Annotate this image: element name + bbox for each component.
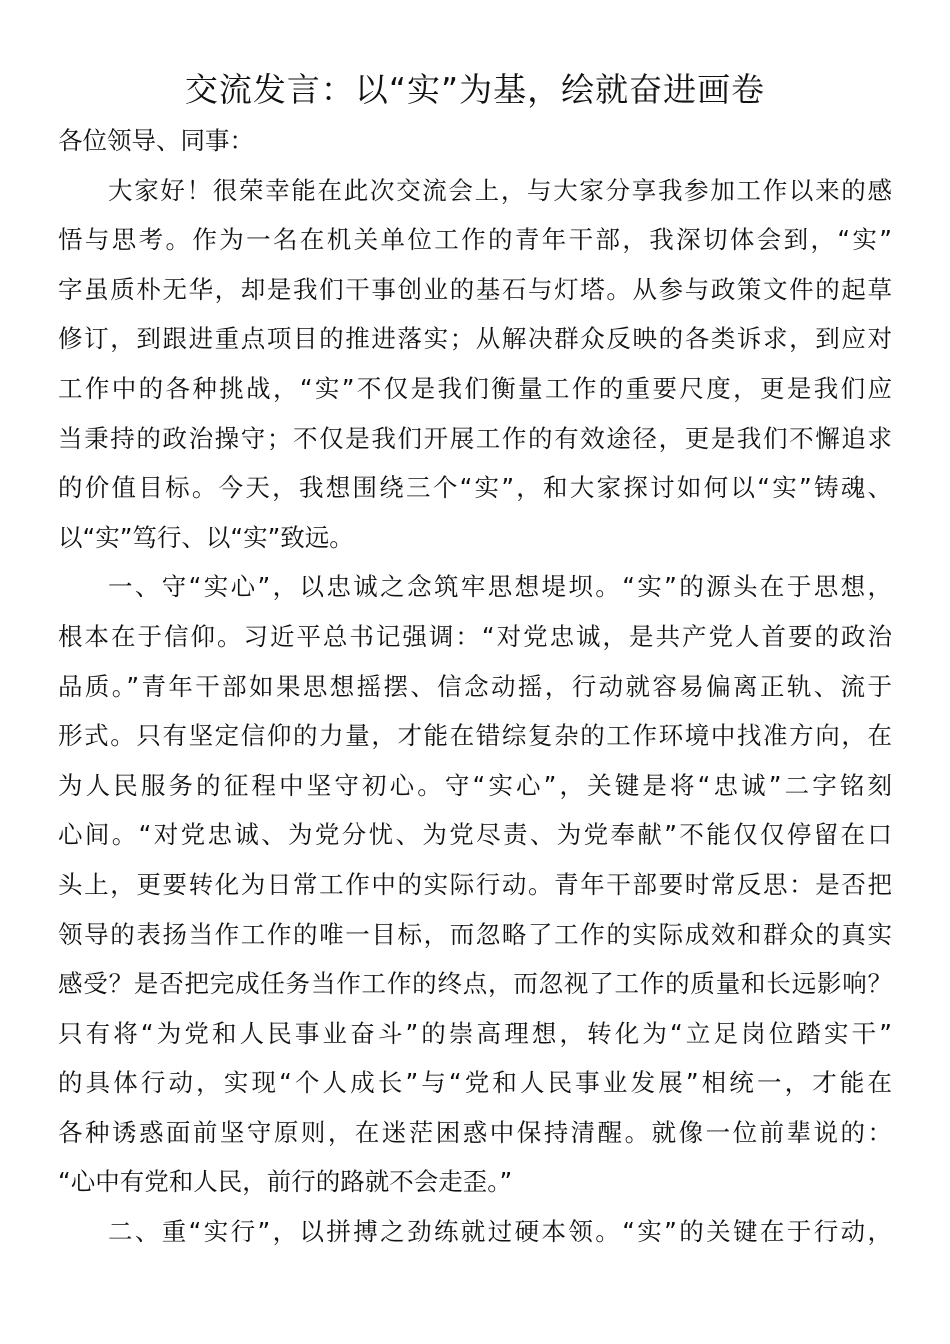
text-line: 根本在于信仰。习近平总书记强调：“对党忠诚，是共产党人首要的政治 [58, 621, 892, 651]
text-line: 各种诱惑面前坚守原则，在迷茫困惑中保持清醒。就像一位前辈说的： [58, 1117, 892, 1147]
paragraph [58, 166, 892, 563]
text-line: 领导的表扬当作工作的唯一目标，而忽略了工作的实际成效和群众的真实 [58, 919, 892, 949]
text-line: 一、守“实心”，以忠诚之念筑牢思想堤坝。“实”的源头在于思想， [108, 572, 892, 602]
paragraphs [58, 166, 892, 1257]
text-line: 心间。“对党忠诚、为党分忧、为党尽责、为党奉献”不能仅仅停留在口 [58, 820, 892, 850]
paragraph [58, 1207, 892, 1257]
text-line: 悟与思考。作为一名在机关单位工作的青年干部，我深切体会到，“实” [58, 225, 892, 255]
document-title: 交流发言：以“实”为基，绘就奋进画卷 [184, 70, 766, 109]
text-line: 二、重“实行”，以拼搏之劲练就过硬本领。“实”的关键在于行动， [108, 1217, 892, 1247]
text-line: 的价值目标。今天，我想围绕三个“实”，和大家探讨如何以“实”铸魂、 [58, 473, 892, 503]
text-line: 感受？是否把完成任务当作工作的终点，而忽视了工作的质量和长远影响？ [58, 969, 892, 999]
text-line: 工作中的各种挑战，“实”不仅是我们衡量工作的重要尺度，更是我们应 [58, 373, 892, 403]
text-line: 只有将“为党和人民事业奋斗”的崇高理想，转化为“立足岗位踏实干” [58, 1018, 892, 1048]
text-line: 以“实”笃行、以“实”致远。 [58, 522, 354, 552]
text-line: 为人民服务的征程中坚守初心。守“实心”，关键是将“忠诚”二字铭刻 [58, 770, 892, 800]
text-line: 大家好！很荣幸能在此次交流会上，与大家分享我参加工作以来的感 [108, 175, 892, 205]
text-line: 的具体行动，实现“个人成长”与“党和人民事业发展”相统一，才能在 [58, 1068, 892, 1098]
text-line: 头上，更要转化为日常工作中的实际行动。青年干部要时常反思：是否把 [58, 869, 892, 899]
text-line: 形式。只有坚定信仰的力量，才能在错综复杂的工作环境中找准方向，在 [58, 721, 892, 751]
text-line: 品质。”青年干部如果思想摇摆、信念动摇，行动就容易偏离正轨、流于 [58, 671, 892, 701]
document-body [58, 116, 892, 1257]
salutation: 各位领导、同事： [58, 126, 254, 155]
text-line: “心中有党和人民，前行的路就不会走歪。” [58, 1167, 513, 1197]
text-line: 字虽质朴无华，却是我们干事创业的基石与灯塔。从参与政策文件的起草 [58, 274, 892, 304]
text-line: 当秉持的政治操守；不仅是我们开展工作的有效途径，更是我们不懈追求 [58, 423, 892, 453]
text-line: 修订，到跟进重点项目的推进落实；从解决群众反映的各类诉求，到应对 [58, 324, 892, 354]
paragraph [58, 562, 892, 1207]
